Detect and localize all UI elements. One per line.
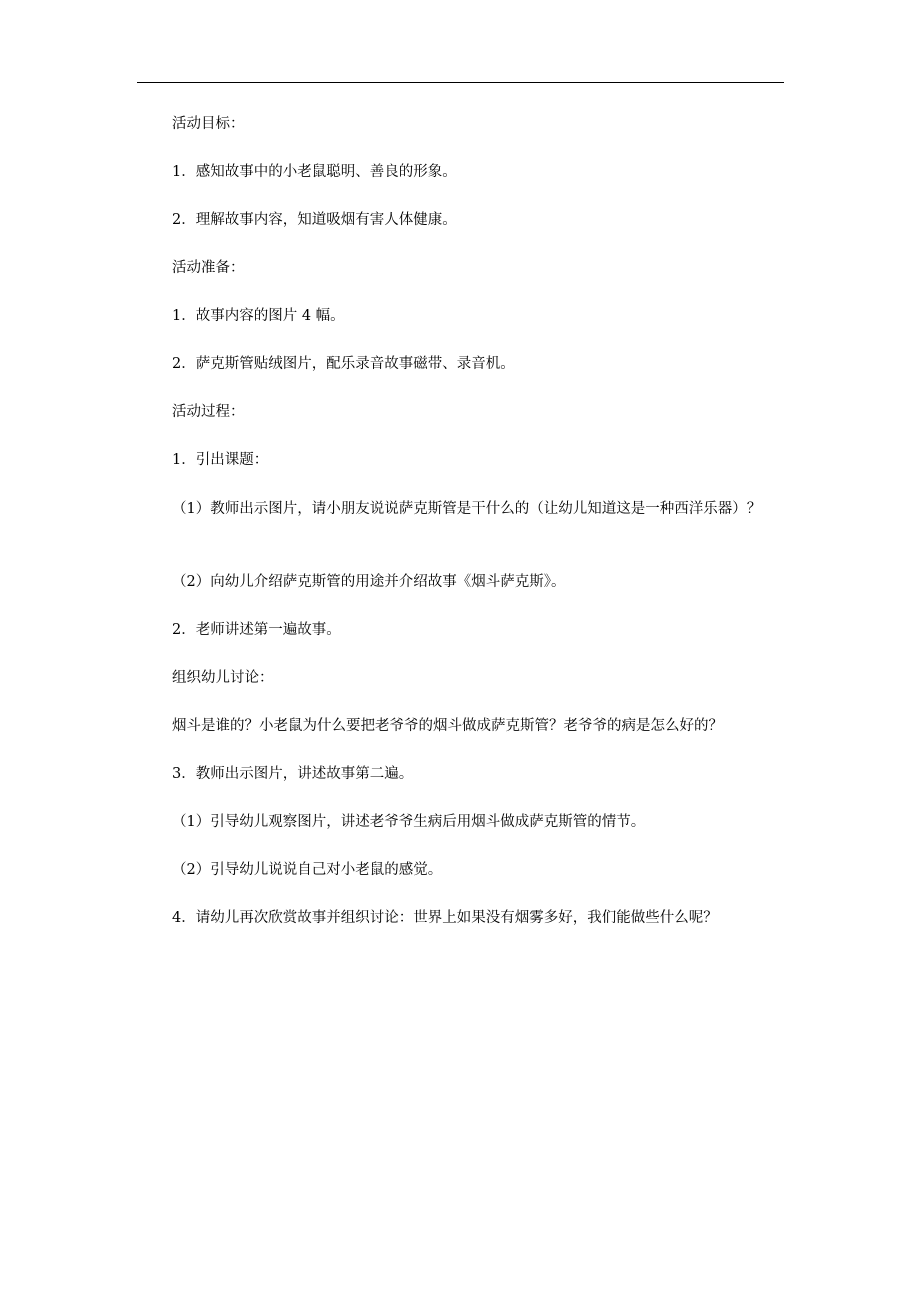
section-heading-preparation: 活动准备： bbox=[172, 260, 245, 276]
process-step-1-sub-2: （2）向幼儿介绍萨克斯管的用途并介绍故事《烟斗萨克斯》。 bbox=[172, 574, 566, 590]
goal-item-2: 2．理解故事内容，知道吸烟有害人体健康。 bbox=[172, 212, 457, 228]
process-step-1: 1．引出课题： bbox=[172, 452, 269, 468]
goal-item-1: 1．感知故事中的小老鼠聪明、善良的形象。 bbox=[172, 164, 457, 180]
process-step-2: 2．老师讲述第一遍故事。 bbox=[172, 622, 341, 638]
preparation-item-2: 2．萨克斯管贴绒图片，配乐录音故事磁带、录音机。 bbox=[172, 356, 515, 372]
section-heading-goals: 活动目标： bbox=[172, 116, 245, 132]
process-step-3: 3．教师出示图片，讲述故事第二遍。 bbox=[172, 766, 414, 782]
process-step-1-sub-1: （1）教师出示图片，请小朋友说说萨克斯管是干什么的（让幼儿知道这是一种西洋乐器）？ bbox=[172, 501, 762, 517]
process-step-3-sub-1: （1）引导幼儿观察图片，讲述老爷爷生病后用烟斗做成萨克斯管的情节。 bbox=[172, 814, 646, 830]
process-step-4: 4．请幼儿再次欣赏故事并组织讨论：世界上如果没有烟雾多好，我们能做些什么呢？ bbox=[172, 910, 718, 926]
discussion-heading: 组织幼儿讨论： bbox=[172, 670, 274, 686]
header-rule bbox=[137, 82, 784, 83]
process-step-3-sub-2: （2）引导幼儿说说自己对小老鼠的感觉。 bbox=[172, 862, 443, 878]
section-heading-process: 活动过程： bbox=[172, 404, 245, 420]
discussion-questions: 烟斗是谁的？小老鼠为什么要把老爷爷的烟斗做成萨克斯管？老爷爷的病是怎么好的？ bbox=[172, 718, 723, 734]
preparation-item-1: 1．故事内容的图片 4 幅。 bbox=[172, 308, 345, 324]
